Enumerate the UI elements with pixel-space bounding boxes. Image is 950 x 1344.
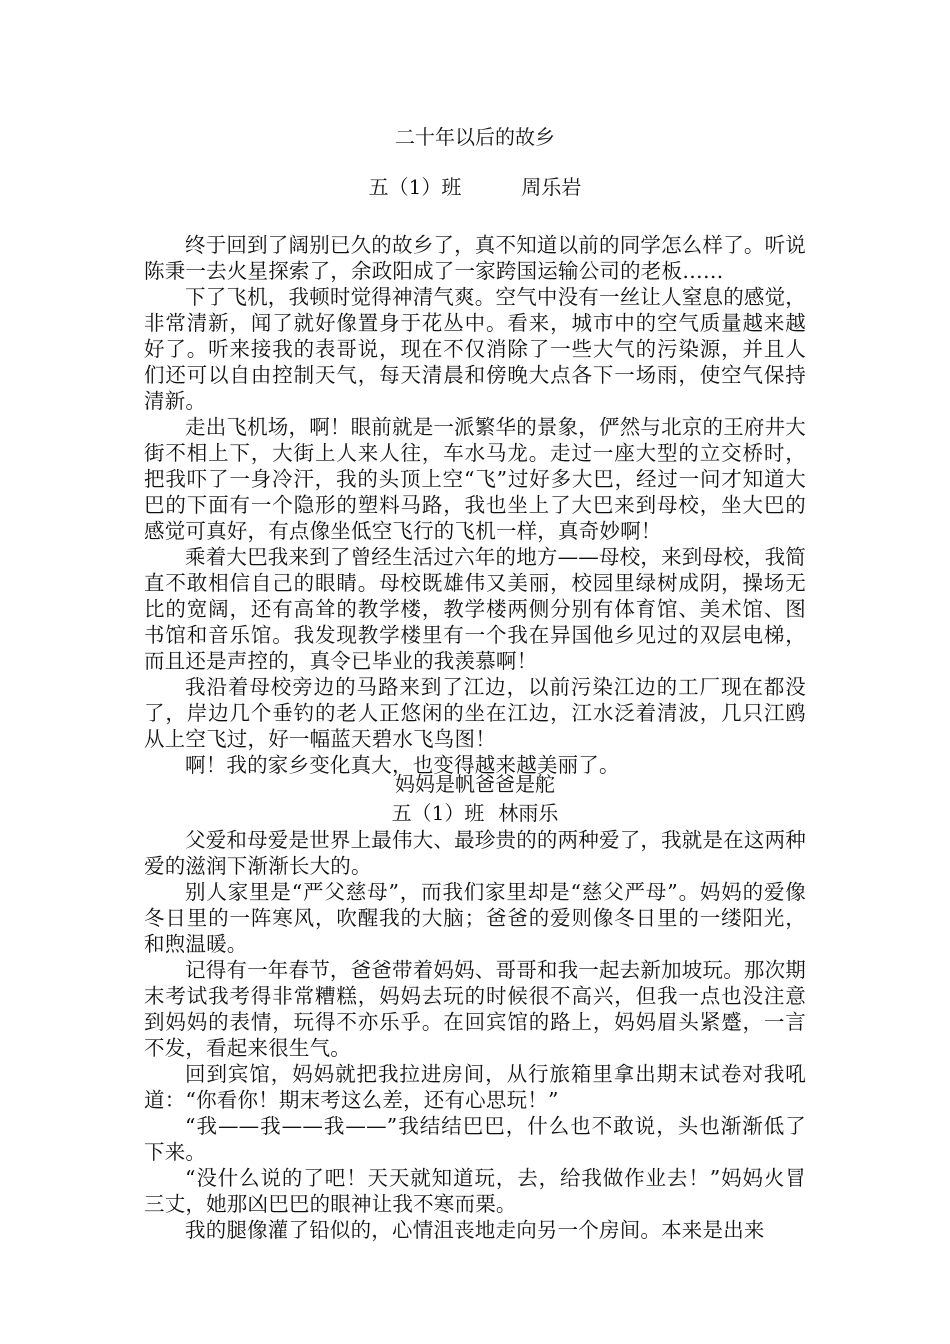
class-name: 五（1）班 (368, 175, 462, 199)
paragraph: “没什么说的了吧！天天就知道玩，去，给我做作业去！”妈妈火冒三丈，她那凶巴巴的眼神让我不寒而栗。 (144, 1166, 806, 1216)
essay-title (144, 769, 806, 799)
paragraph: 父爱和母爱是世界上最伟大、最珍贵的的两种爱了，我就是在这两种爱的滋润下渐渐长大的。 (144, 828, 806, 878)
essay-1 (144, 120, 806, 778)
author-name: 林雨乐 (498, 801, 559, 825)
paragraph: 记得有一年春节，爸爸带着妈妈、哥哥和我一起去新加坡玩。那次期末考试我考得非常糟糕，妈妈去玩的时候很不高兴，但我一点也没注意到妈妈的表情，玩得不亦乐乎。在回宾馆的路上，妈妈眉头紧蹙，一言不发，看起来很生气。 (144, 958, 806, 1060)
essay-title: 二十年以后的故乡 (395, 125, 555, 149)
title-part-1: 妈妈是帆 (395, 772, 475, 796)
paragraph: 回到宾馆，妈妈就把我拉进房间，从行旅箱里拿出期末试卷对我吼道：“你看你！期末考这么差，还有心思玩！” (144, 1062, 806, 1112)
title-part-2: 爸爸是舵 (475, 772, 555, 796)
essay-2 (144, 769, 806, 1243)
paragraph: “我——我——我——”我结结巴巴，什么也不敢说，头也渐渐低了下来。 (144, 1114, 806, 1164)
paragraph: 啊！我的家乡变化真大，也变得越来越美丽了。 (185, 753, 620, 777)
paragraph: 走出飞机场，啊！眼前就是一派繁华的景象，俨然与北京的王府井大街不相上下，大街上人来人往，车水马龙。走过一座大型的立交桥时，把我吓了一身冷汗，我的头顶上空“飞”过好多大巴，经过一问才知道大巴的下面有一个隐形的塑料马路，我也坐上了大巴来到母校，坐大巴的感觉可真好，有点像坐低空飞行的飞机一样，真奇妙啊！ (144, 415, 806, 543)
author-name: 周乐岩 (521, 175, 582, 199)
paragraph: 别人家里是“严父慈母”，而我们家里却是“慈父严母”。妈妈的爱像冬日里的一阵寒风，吹醒我的大脑；爸爸的爱则像冬日里的一缕阳光，和煦温暖。 (144, 880, 806, 956)
paragraph: 下了飞机，我顿时觉得神清气爽。空气中没有一丝让人窒息的感觉，非常清新，闻了就好像置身于花丛中。看来，城市中的空气质量越来越好了。听来接我的表哥说，现在不仅消除了一些大气的污染源，并且人们还可以自由控制天气，每天清晨和傍晚大点各下一场雨，使空气保持清新。 (144, 285, 806, 413)
paragraph: 乘着大巴我来到了曾经生活过六年的地方——母校，来到母校，我简直不敢相信自己的眼睛。母校既雄伟又美丽，校园里绿树成阴，操场无比的宽阔，还有高耸的教学楼，教学楼两侧分别有体育馆、美术馆、图书馆和音乐馆。我发现教学楼里有一个我在异国他乡见过的双层电梯，而且还是声控的，真令已毕业的我羡慕啊！ (144, 545, 806, 673)
paragraph: 我的腿像灌了铅似的，心情沮丧地走向另一个房间。本来是出来 (185, 1218, 765, 1242)
essay-byline (144, 799, 806, 827)
essay-byline (144, 172, 806, 202)
paragraph: 我沿着母校旁边的马路来到了江边，以前污染江边的工厂现在都没了，岸边几个垂钓的老人正悠闲的坐在江边，江水泛着清波，几只江鸥从上空飞过，好一幅蓝天碧水飞鸟图！ (144, 675, 806, 751)
class-name: 五（1）班 (391, 801, 485, 825)
paragraph: 终于回到了阔别已久的故乡了，真不知道以前的同学怎么样了。听说陈秉一去火星探索了，余政阳成了一家跨国运输公司的老板…… (144, 233, 806, 283)
